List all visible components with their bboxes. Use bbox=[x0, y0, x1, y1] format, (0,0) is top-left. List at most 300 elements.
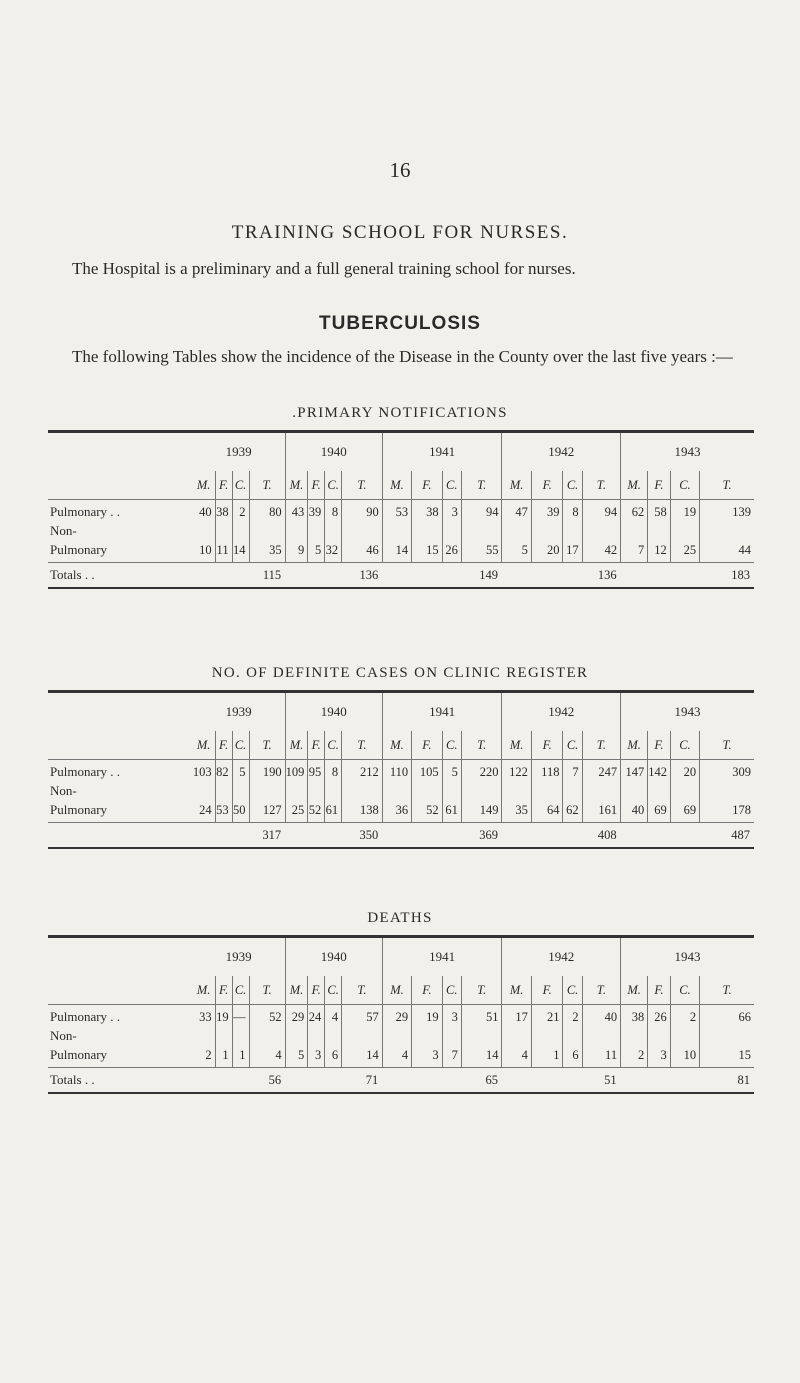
spacer-cell bbox=[621, 1029, 648, 1043]
data-cell: 26 bbox=[442, 538, 461, 563]
year-header: 1939 bbox=[193, 432, 286, 472]
tuberculosis-paragraph: The following Tables show the incidence of the Disease in the County over the last five years :— bbox=[72, 347, 733, 366]
data-cell: 3 bbox=[648, 1043, 671, 1068]
data-cell: 5 bbox=[502, 538, 531, 563]
data-cell: 2 bbox=[670, 1005, 699, 1030]
data-cell: 53 bbox=[382, 500, 411, 525]
total-cell: 71 bbox=[285, 1068, 382, 1094]
column-subheader: F. bbox=[412, 976, 442, 1005]
primary-notifications-caption: .PRIMARY NOTIFICATIONS bbox=[292, 405, 508, 421]
data-cell: 1 bbox=[232, 1043, 249, 1068]
data-cell: 25 bbox=[285, 798, 308, 823]
spacer-cell bbox=[193, 1029, 216, 1043]
column-subheader: M. bbox=[193, 731, 216, 760]
spacer-cell bbox=[461, 1029, 502, 1043]
subheader-row bbox=[48, 471, 754, 500]
corner-cell bbox=[48, 976, 193, 1005]
data-cell: 32 bbox=[325, 538, 342, 563]
data-cell: 20 bbox=[531, 538, 563, 563]
pulmonary-row bbox=[48, 760, 754, 785]
spacer-cell bbox=[700, 784, 754, 798]
data-cell: 7 bbox=[621, 538, 648, 563]
data-cell: 309 bbox=[732, 764, 751, 779]
subheader-row bbox=[48, 976, 754, 1005]
corner-cell bbox=[48, 731, 193, 760]
data-cell: 15 bbox=[738, 1047, 751, 1062]
total-cell: 487 bbox=[621, 823, 754, 849]
data-cell: 90 bbox=[342, 500, 383, 525]
spacer-cell bbox=[193, 524, 216, 538]
year-header: 1942 bbox=[502, 692, 621, 732]
column-subheader: C. bbox=[442, 976, 461, 1005]
year-header-row bbox=[48, 937, 754, 977]
data-cell: 247 bbox=[582, 760, 620, 785]
column-subheader: M. bbox=[285, 731, 308, 760]
column-subheader: F. bbox=[215, 976, 232, 1005]
data-cell: 94 bbox=[582, 500, 620, 525]
total-cell: 136 bbox=[502, 563, 621, 589]
column-subheader: M. bbox=[285, 976, 308, 1005]
column-subheader: T. bbox=[461, 731, 502, 760]
spacer-cell bbox=[648, 524, 671, 538]
total-cell: 115 bbox=[193, 563, 286, 589]
spacer-cell bbox=[249, 524, 285, 538]
spacer-cell bbox=[621, 524, 648, 538]
spacer-cell bbox=[232, 524, 249, 538]
column-subheader: C. bbox=[325, 731, 342, 760]
year-header: 1941 bbox=[382, 692, 502, 732]
pulmonary-row bbox=[48, 500, 754, 525]
data-cell: 2 bbox=[232, 500, 249, 525]
spacer-cell bbox=[670, 784, 699, 798]
data-cell: 17 bbox=[563, 538, 582, 563]
data-cell: 38 bbox=[215, 500, 232, 525]
column-subheader: C. bbox=[670, 976, 699, 1005]
data-cell: 43 bbox=[285, 500, 308, 525]
column-subheader: C. bbox=[563, 976, 582, 1005]
data-cell: 178 bbox=[732, 802, 751, 817]
column-subheader: T. bbox=[582, 471, 620, 500]
column-subheader: F. bbox=[531, 471, 563, 500]
row-label-non-pulmonary: Pulmonary bbox=[50, 1047, 108, 1062]
data-cell: 139 bbox=[732, 504, 751, 519]
data-cell: 7 bbox=[563, 760, 582, 785]
total-cell: 183 bbox=[621, 563, 754, 589]
spacer-cell bbox=[582, 1029, 620, 1043]
data-cell: 69 bbox=[648, 798, 671, 823]
row-label-totals: Totals . . bbox=[48, 1068, 193, 1094]
data-cell: 2 bbox=[621, 1043, 648, 1068]
data-cell: 4 bbox=[382, 1043, 411, 1068]
clinic-register-caption: NO. OF DEFINITE CASES ON CLINIC REGISTER bbox=[211, 665, 589, 681]
data-cell: 52 bbox=[308, 798, 325, 823]
data-cell: 47 bbox=[502, 500, 531, 525]
data-cell: 24 bbox=[193, 798, 216, 823]
data-cell: 1 bbox=[531, 1043, 563, 1068]
data-cell: 46 bbox=[342, 538, 383, 563]
column-subheader: T. bbox=[249, 471, 285, 500]
data-cell: 39 bbox=[308, 500, 325, 525]
data-cell: 36 bbox=[382, 798, 411, 823]
spacer-cell bbox=[412, 1029, 442, 1043]
spacer-cell bbox=[700, 1029, 754, 1043]
data-cell: 149 bbox=[461, 798, 502, 823]
spacer-cell bbox=[563, 1029, 582, 1043]
column-subheader: F. bbox=[215, 471, 232, 500]
column-subheader: F. bbox=[308, 731, 325, 760]
column-subheader: C. bbox=[325, 471, 342, 500]
row-label-pulmonary: Pulmonary . . bbox=[50, 1009, 121, 1024]
data-cell: 190 bbox=[249, 760, 285, 785]
data-cell: 110 bbox=[382, 760, 411, 785]
spacer-cell bbox=[382, 1029, 411, 1043]
data-cell: 3 bbox=[442, 1005, 461, 1030]
tuberculosis-heading: TUBERCULOSIS bbox=[319, 313, 481, 334]
data-cell: 64 bbox=[531, 798, 563, 823]
spacer-cell bbox=[382, 524, 411, 538]
data-cell: 3 bbox=[412, 1043, 442, 1068]
data-cell: 20 bbox=[670, 760, 699, 785]
total-cell: 350 bbox=[285, 823, 382, 849]
data-cell: 147 bbox=[621, 760, 648, 785]
data-cell: 127 bbox=[249, 798, 285, 823]
row-label-non-pulmonary: Pulmonary bbox=[50, 542, 108, 557]
spacer-cell bbox=[308, 524, 325, 538]
total-cell: 65 bbox=[382, 1068, 502, 1094]
non-pulmonary-row bbox=[48, 538, 754, 563]
data-cell: 38 bbox=[621, 1005, 648, 1030]
data-cell: 6 bbox=[325, 1043, 342, 1068]
column-subheader: F. bbox=[648, 976, 671, 1005]
data-cell: 42 bbox=[582, 538, 620, 563]
column-subheader: M. bbox=[621, 731, 648, 760]
year-header: 1939 bbox=[193, 692, 286, 732]
spacer-cell bbox=[342, 524, 383, 538]
data-cell: 220 bbox=[461, 760, 502, 785]
data-cell: 118 bbox=[531, 760, 563, 785]
spacer-cell bbox=[232, 784, 249, 798]
spacer-cell bbox=[531, 1029, 563, 1043]
data-cell: 52 bbox=[412, 798, 442, 823]
data-cell: 35 bbox=[502, 798, 531, 823]
row-label-pulmonary: Pulmonary . . bbox=[50, 764, 121, 779]
non-pulmonary-label-row bbox=[48, 784, 754, 798]
spacer-cell bbox=[582, 524, 620, 538]
data-cell: 8 bbox=[325, 760, 342, 785]
spacer-cell bbox=[621, 784, 648, 798]
column-subheader: C. bbox=[563, 471, 582, 500]
column-subheader: C. bbox=[232, 731, 249, 760]
totals-row bbox=[48, 823, 754, 849]
column-subheader: C. bbox=[232, 976, 249, 1005]
spacer-cell bbox=[412, 524, 442, 538]
data-cell: 57 bbox=[342, 1005, 383, 1030]
year-header: 1940 bbox=[285, 692, 382, 732]
data-cell: 161 bbox=[582, 798, 620, 823]
year-header: 1940 bbox=[285, 937, 382, 977]
data-cell: 53 bbox=[215, 798, 232, 823]
data-cell: 10 bbox=[670, 1043, 699, 1068]
row-label-totals: Totals . . bbox=[48, 563, 193, 589]
row-label-non: Non- bbox=[50, 1029, 77, 1043]
corner-cell bbox=[48, 432, 193, 472]
column-subheader: C. bbox=[670, 471, 699, 500]
year-header: 1942 bbox=[502, 937, 621, 977]
year-header-row bbox=[48, 432, 754, 472]
column-subheader: F. bbox=[531, 976, 563, 1005]
data-cell: 17 bbox=[502, 1005, 531, 1030]
data-cell: 14 bbox=[382, 538, 411, 563]
data-cell: 62 bbox=[621, 500, 648, 525]
year-header: 1940 bbox=[285, 432, 382, 472]
data-cell: 9 bbox=[285, 538, 308, 563]
column-subheader: T. bbox=[700, 471, 754, 500]
data-cell: 142 bbox=[648, 760, 671, 785]
total-cell: 317 bbox=[193, 823, 286, 849]
data-cell: 62 bbox=[563, 798, 582, 823]
column-subheader: F. bbox=[412, 731, 442, 760]
row-label-pulmonary: Pulmonary . . bbox=[50, 504, 121, 519]
column-subheader: T. bbox=[700, 731, 754, 760]
corner-cell bbox=[48, 692, 193, 732]
data-cell: 58 bbox=[648, 500, 671, 525]
column-subheader: F. bbox=[531, 731, 563, 760]
column-subheader: M. bbox=[502, 731, 531, 760]
data-cell: 14 bbox=[342, 1043, 383, 1068]
spacer-cell bbox=[502, 524, 531, 538]
spacer-cell bbox=[412, 784, 442, 798]
data-cell: 61 bbox=[442, 798, 461, 823]
data-cell: 4 bbox=[502, 1043, 531, 1068]
year-header: 1943 bbox=[621, 692, 754, 732]
deaths-table bbox=[48, 935, 754, 1094]
data-cell: 95 bbox=[308, 760, 325, 785]
corner-cell bbox=[48, 937, 193, 977]
column-subheader: F. bbox=[412, 471, 442, 500]
spacer-cell bbox=[502, 1029, 531, 1043]
column-subheader: T. bbox=[700, 976, 754, 1005]
column-subheader: C. bbox=[442, 731, 461, 760]
data-cell: 69 bbox=[670, 798, 699, 823]
spacer-cell bbox=[285, 1029, 308, 1043]
data-cell: 15 bbox=[412, 538, 442, 563]
data-cell: 51 bbox=[461, 1005, 502, 1030]
data-cell: 2 bbox=[193, 1043, 216, 1068]
spacer-cell bbox=[342, 784, 383, 798]
total-cell: 136 bbox=[285, 563, 382, 589]
intro-paragraph: The Hospital is a preliminary and a full general training school for nurses. bbox=[72, 259, 576, 278]
data-cell: 50 bbox=[232, 798, 249, 823]
data-cell: 66 bbox=[738, 1009, 751, 1024]
non-pulmonary-label-row bbox=[48, 1029, 754, 1043]
subheader-row bbox=[48, 731, 754, 760]
data-cell: 80 bbox=[249, 500, 285, 525]
column-subheader: M. bbox=[621, 976, 648, 1005]
column-subheader: F. bbox=[648, 731, 671, 760]
total-cell: 51 bbox=[502, 1068, 621, 1094]
pulmonary-row bbox=[48, 1005, 754, 1030]
data-cell: 5 bbox=[285, 1043, 308, 1068]
column-subheader: M. bbox=[285, 471, 308, 500]
non-pulmonary-row bbox=[48, 798, 754, 823]
data-cell: 12 bbox=[648, 538, 671, 563]
data-cell: 61 bbox=[325, 798, 342, 823]
data-cell: 21 bbox=[531, 1005, 563, 1030]
spacer-cell bbox=[648, 784, 671, 798]
spacer-cell bbox=[325, 784, 342, 798]
data-cell: 6 bbox=[563, 1043, 582, 1068]
spacer-cell bbox=[249, 1029, 285, 1043]
data-cell: 33 bbox=[193, 1005, 216, 1030]
spacer-cell bbox=[325, 524, 342, 538]
spacer-cell bbox=[502, 784, 531, 798]
data-cell: 138 bbox=[342, 798, 383, 823]
data-cell: 29 bbox=[285, 1005, 308, 1030]
column-subheader: M. bbox=[502, 471, 531, 500]
row-label-non: Non- bbox=[50, 784, 77, 798]
spacer-cell bbox=[215, 784, 232, 798]
data-cell: 24 bbox=[308, 1005, 325, 1030]
year-header: 1941 bbox=[382, 937, 502, 977]
year-header: 1943 bbox=[621, 432, 754, 472]
data-cell: 35 bbox=[249, 538, 285, 563]
data-cell: 40 bbox=[582, 1005, 620, 1030]
spacer-cell bbox=[442, 784, 461, 798]
data-cell: 40 bbox=[621, 798, 648, 823]
column-subheader: M. bbox=[193, 471, 216, 500]
spacer-cell bbox=[563, 784, 582, 798]
column-subheader: F. bbox=[308, 471, 325, 500]
data-cell: 105 bbox=[412, 760, 442, 785]
section-title: TRAINING SCHOOL FOR NURSES. bbox=[231, 222, 569, 243]
data-cell: 52 bbox=[249, 1005, 285, 1030]
column-subheader: F. bbox=[648, 471, 671, 500]
spacer-cell bbox=[232, 1029, 249, 1043]
spacer-cell bbox=[215, 524, 232, 538]
data-cell: 4 bbox=[325, 1005, 342, 1030]
data-cell: 19 bbox=[215, 1005, 232, 1030]
data-cell: 40 bbox=[193, 500, 216, 525]
data-cell: 11 bbox=[215, 538, 232, 563]
spacer-cell bbox=[670, 524, 699, 538]
data-cell: 7 bbox=[442, 1043, 461, 1068]
data-cell: 14 bbox=[232, 538, 249, 563]
column-subheader: F. bbox=[308, 976, 325, 1005]
total-cell: 56 bbox=[193, 1068, 286, 1094]
data-cell: 103 bbox=[193, 760, 216, 785]
data-cell: 8 bbox=[563, 500, 582, 525]
column-subheader: C. bbox=[325, 976, 342, 1005]
row-label-non: Non- bbox=[50, 524, 77, 538]
year-header: 1943 bbox=[621, 937, 754, 977]
non-pulmonary-label-row bbox=[48, 524, 754, 538]
column-subheader: M. bbox=[621, 471, 648, 500]
spacer-cell bbox=[531, 784, 563, 798]
column-subheader: M. bbox=[382, 976, 411, 1005]
data-cell: 82 bbox=[215, 760, 232, 785]
data-cell: 2 bbox=[563, 1005, 582, 1030]
data-cell: — bbox=[232, 1005, 249, 1030]
spacer-cell bbox=[700, 524, 754, 538]
data-cell: 11 bbox=[582, 1043, 620, 1068]
column-subheader: M. bbox=[193, 976, 216, 1005]
column-subheader: T. bbox=[461, 471, 502, 500]
column-subheader: M. bbox=[382, 471, 411, 500]
data-cell: 5 bbox=[232, 760, 249, 785]
column-subheader: C. bbox=[670, 731, 699, 760]
data-cell: 14 bbox=[461, 1043, 502, 1068]
data-cell: 39 bbox=[531, 500, 563, 525]
data-cell: 3 bbox=[308, 1043, 325, 1068]
spacer-cell bbox=[461, 524, 502, 538]
spacer-cell bbox=[461, 784, 502, 798]
data-cell: 44 bbox=[738, 542, 751, 557]
spacer-cell bbox=[249, 784, 285, 798]
data-cell: 122 bbox=[502, 760, 531, 785]
total-cell: 408 bbox=[502, 823, 621, 849]
column-subheader: T. bbox=[461, 976, 502, 1005]
non-pulmonary-row bbox=[48, 1043, 754, 1068]
spacer-cell bbox=[285, 524, 308, 538]
column-subheader: T. bbox=[342, 471, 383, 500]
totals-row bbox=[48, 1068, 754, 1094]
column-subheader: C. bbox=[232, 471, 249, 500]
spacer-cell bbox=[325, 1029, 342, 1043]
spacer-cell bbox=[215, 1029, 232, 1043]
spacer-cell bbox=[442, 524, 461, 538]
column-subheader: M. bbox=[502, 976, 531, 1005]
column-subheader: T. bbox=[342, 976, 383, 1005]
data-cell: 94 bbox=[461, 500, 502, 525]
year-header: 1942 bbox=[502, 432, 621, 472]
data-cell: 25 bbox=[670, 538, 699, 563]
spacer-cell bbox=[308, 784, 325, 798]
column-subheader: C. bbox=[442, 471, 461, 500]
data-cell: 26 bbox=[648, 1005, 671, 1030]
column-subheader: T. bbox=[249, 731, 285, 760]
column-subheader: C. bbox=[563, 731, 582, 760]
totals-row bbox=[48, 563, 754, 589]
spacer-cell bbox=[342, 1029, 383, 1043]
primary-notifications-table bbox=[48, 430, 754, 589]
data-cell: 5 bbox=[308, 538, 325, 563]
column-subheader: T. bbox=[582, 731, 620, 760]
row-label-totals bbox=[48, 823, 193, 849]
data-cell: 38 bbox=[412, 500, 442, 525]
column-subheader: F. bbox=[215, 731, 232, 760]
spacer-cell bbox=[285, 784, 308, 798]
page-number: 16 bbox=[389, 158, 411, 182]
column-subheader: T. bbox=[342, 731, 383, 760]
year-header: 1939 bbox=[193, 937, 286, 977]
year-header: 1941 bbox=[382, 432, 502, 472]
corner-cell bbox=[48, 471, 193, 500]
spacer-cell bbox=[563, 524, 582, 538]
spacer-cell bbox=[670, 1029, 699, 1043]
total-cell: 369 bbox=[382, 823, 502, 849]
data-cell: 4 bbox=[249, 1043, 285, 1068]
data-cell: 29 bbox=[382, 1005, 411, 1030]
spacer-cell bbox=[193, 784, 216, 798]
data-cell: 3 bbox=[442, 500, 461, 525]
spacer-cell bbox=[648, 1029, 671, 1043]
data-cell: 10 bbox=[193, 538, 216, 563]
spacer-cell bbox=[308, 1029, 325, 1043]
spacer-cell bbox=[382, 784, 411, 798]
data-cell: 212 bbox=[342, 760, 383, 785]
spacer-cell bbox=[531, 524, 563, 538]
spacer-cell bbox=[442, 1029, 461, 1043]
